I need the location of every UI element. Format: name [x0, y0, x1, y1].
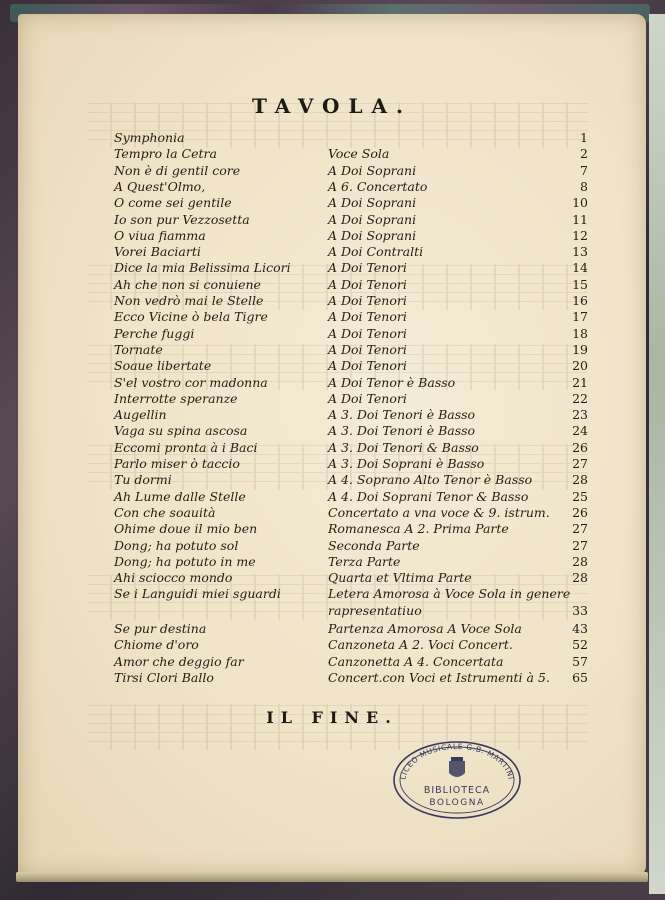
toc-voice: Concert.con Voci et Istrumenti à 5.: [328, 669, 550, 685]
toc-row: [18, 195, 646, 211]
toc-page: 52: [572, 637, 588, 653]
stamp-text-biblioteca: BIBLIOTECA: [423, 785, 491, 796]
toc-page: 16: [572, 293, 588, 308]
toc-title: Chiome d'oro: [114, 637, 199, 653]
toc-voice: A 3. Doi Tenori & Basso: [328, 439, 479, 455]
toc-page: 17: [572, 309, 588, 325]
toc-title: Eccomi pronta à i Baci: [114, 439, 258, 455]
toc-voice: A Doi Soprani: [328, 162, 417, 178]
toc-title: Ohime doue il mio ben: [114, 521, 258, 537]
page-bottom-edge: [16, 872, 648, 882]
toc-row: [18, 244, 646, 260]
toc-title: Ah che non si conuiene: [114, 276, 261, 292]
toc-voice: A Doi Tenori: [328, 309, 407, 325]
toc-page: 7: [580, 162, 588, 178]
toc-row: [18, 654, 646, 670]
toc-page: 57: [572, 653, 588, 669]
toc-row: [18, 326, 646, 342]
toc-row: [18, 277, 646, 293]
toc-row: [18, 212, 646, 228]
toc-row: [18, 260, 646, 276]
toc-row: [18, 130, 646, 146]
toc-title: Ecco Vicine ò bela Tigre: [114, 309, 268, 325]
toc-row: [18, 554, 646, 570]
toc-page: 28: [572, 553, 588, 569]
toc-voice: A Doi Contralti: [328, 244, 424, 260]
toc-title: Se pur destina: [114, 621, 207, 636]
toc-page: 18: [572, 325, 588, 341]
stamp-text-bologna: BOLOGNA: [429, 798, 485, 808]
toc-voice: rapresentatiuo: [328, 602, 422, 618]
toc-voice: A Doi Tenori: [328, 293, 407, 308]
toc-title: Ah Lume dalle Stelle: [114, 488, 246, 504]
toc-title: Amor che deggio far: [114, 653, 244, 669]
toc-title: Parlo miser ò taccio: [114, 456, 240, 471]
toc-title: Vorei Baciarti: [114, 244, 201, 260]
toc-page: 21: [572, 374, 588, 390]
toc-row: [18, 423, 646, 439]
toc-title: Dong; ha potuto in me: [114, 553, 256, 569]
toc-page: 11: [572, 211, 588, 227]
toc-voice: Terza Parte: [328, 553, 401, 569]
toc-page: 14: [572, 260, 588, 276]
toc-voice: Quarta et Vltima Parte: [328, 570, 472, 586]
toc-voice: A Doi Soprani: [328, 227, 417, 243]
toc-page: 8: [580, 178, 588, 194]
toc-row: [18, 146, 646, 162]
toc-page: 26: [572, 439, 588, 455]
end-mark: IL FINE.: [266, 708, 398, 727]
book-page: [18, 14, 646, 876]
toc-voice: A 3. Doi Tenori è Basso: [328, 407, 476, 423]
toc-title: Con che soauità: [114, 504, 216, 520]
toc-title: Symphonia: [114, 130, 185, 145]
toc-title: Ahi sciocco mondo: [114, 570, 233, 586]
toc-title: Tirsi Clori Ballo: [114, 669, 214, 685]
toc-voice: Canzoneta A 2. Voci Concert.: [328, 637, 513, 653]
toc-row: [18, 391, 646, 407]
toc-page: 27: [572, 456, 588, 471]
toc-voice: A Doi Tenori: [328, 325, 407, 341]
page-title: TAVOLA.: [252, 94, 412, 118]
next-page-edge: [649, 14, 665, 894]
toc-title: Non vedrò mai le Stelle: [114, 293, 264, 308]
toc-voice: Letera Amorosa à Voce Sola in genere: [328, 586, 571, 602]
toc-title: Tempro la Cetra: [114, 146, 217, 162]
toc-title: A Quest'Olmo,: [114, 178, 206, 194]
toc-voice: Seconda Parte: [328, 537, 420, 553]
toc-voice: A Doi Soprani: [328, 211, 417, 227]
toc-voice: A 6. Concertato: [328, 178, 428, 194]
toc-row: [18, 670, 646, 686]
toc-title: S'el vostro cor madonna: [114, 374, 268, 390]
toc-title: Perche fuggi: [114, 325, 195, 341]
toc-row: [18, 228, 646, 244]
toc-voice: Romanesca A 2. Prima Parte: [328, 521, 509, 537]
toc-title: Se i Languidi miei sguardi: [114, 586, 281, 602]
toc-title: Non è di gentil core: [114, 162, 241, 178]
toc-row: [18, 505, 646, 521]
toc-page: 22: [572, 390, 588, 406]
toc-title: Dice la mia Belissima Licori: [114, 260, 291, 276]
toc-row: [18, 521, 646, 537]
toc-row: [18, 538, 646, 554]
toc-page: 28: [572, 472, 588, 488]
toc-voice: A Doi Soprani: [328, 195, 417, 211]
toc-title: O viua fiamma: [114, 227, 206, 243]
toc-row: [18, 342, 646, 358]
toc-voice: A Doi Tenori: [328, 341, 407, 357]
toc-voice: Concertato a vna voce & 9. istrum.: [328, 504, 550, 520]
toc-title: Tu dormi: [114, 472, 172, 488]
toc-voice: A 3. Doi Tenori è Basso: [328, 423, 476, 439]
coat-of-arms-icon: [449, 757, 465, 777]
toc-row: [18, 358, 646, 374]
toc-page: 27: [572, 537, 588, 553]
toc-voice: A 3. Doi Soprani è Basso: [328, 456, 485, 471]
toc-title: Tornate: [114, 341, 163, 357]
toc-row: [18, 407, 646, 423]
toc-voice: Voce Sola: [328, 146, 390, 162]
toc-row: [18, 293, 646, 309]
toc-page: 26: [572, 504, 588, 520]
toc-voice: A 4. Doi Soprani Tenor & Basso: [328, 488, 529, 504]
toc-row: [18, 621, 646, 637]
toc-page: 1: [580, 130, 588, 145]
toc-voice: Canzonetta A 4. Concertata: [328, 653, 504, 669]
toc-row: [18, 163, 646, 179]
library-stamp: [391, 739, 523, 821]
toc-title: Io son pur Vezzosetta: [114, 211, 250, 227]
toc-title: Vaga su spina ascosa: [114, 423, 248, 439]
toc-row: [18, 586, 646, 602]
toc-row: [18, 440, 646, 456]
toc-page: 23: [572, 407, 588, 423]
toc-voice: A Doi Tenor è Basso: [328, 374, 456, 390]
toc-row: [18, 375, 646, 391]
toc-page: 10: [572, 195, 588, 211]
toc-row: [18, 489, 646, 505]
toc-voice: A Doi Tenori: [328, 276, 407, 292]
toc-page: 27: [572, 521, 588, 537]
toc-page: 15: [572, 276, 588, 292]
toc-voice: A Doi Tenori: [328, 390, 407, 406]
toc-page: 65: [572, 669, 588, 685]
toc-page: 2: [580, 146, 588, 162]
toc-page: 25: [572, 488, 588, 504]
toc-voice: Partenza Amorosa A Voce Sola: [328, 621, 522, 636]
toc-page: 13: [572, 244, 588, 260]
toc-page: 28: [572, 570, 588, 586]
toc-row: [18, 637, 646, 653]
toc-row: [18, 570, 646, 586]
toc-row: [18, 603, 646, 619]
toc-title: Interrotte speranze: [114, 390, 238, 406]
toc-row: [18, 456, 646, 472]
toc-voice: A Doi Tenori: [328, 260, 407, 276]
toc-title: Dong; ha potuto sol: [114, 537, 239, 553]
toc-title: O come sei gentile: [114, 195, 232, 211]
toc-page: 19: [572, 341, 588, 357]
toc-voice: A 4. Soprano Alto Tenor è Basso: [328, 472, 533, 488]
toc-page: 20: [572, 358, 588, 374]
table-of-contents: [18, 14, 646, 876]
toc-row: [18, 309, 646, 325]
stamp-text-top: LICEO MUSICALE G.B. MARTINI: [398, 741, 516, 781]
toc-page: 12: [572, 227, 588, 243]
toc-page: 33: [572, 602, 588, 618]
toc-row: [18, 472, 646, 488]
toc-voice: A Doi Tenori: [328, 358, 407, 374]
toc-title: Augellin: [114, 407, 167, 423]
toc-page: 24: [572, 423, 588, 439]
toc-row: [18, 179, 646, 195]
toc-title: Soaue libertate: [114, 358, 212, 374]
toc-page: 43: [572, 621, 588, 636]
